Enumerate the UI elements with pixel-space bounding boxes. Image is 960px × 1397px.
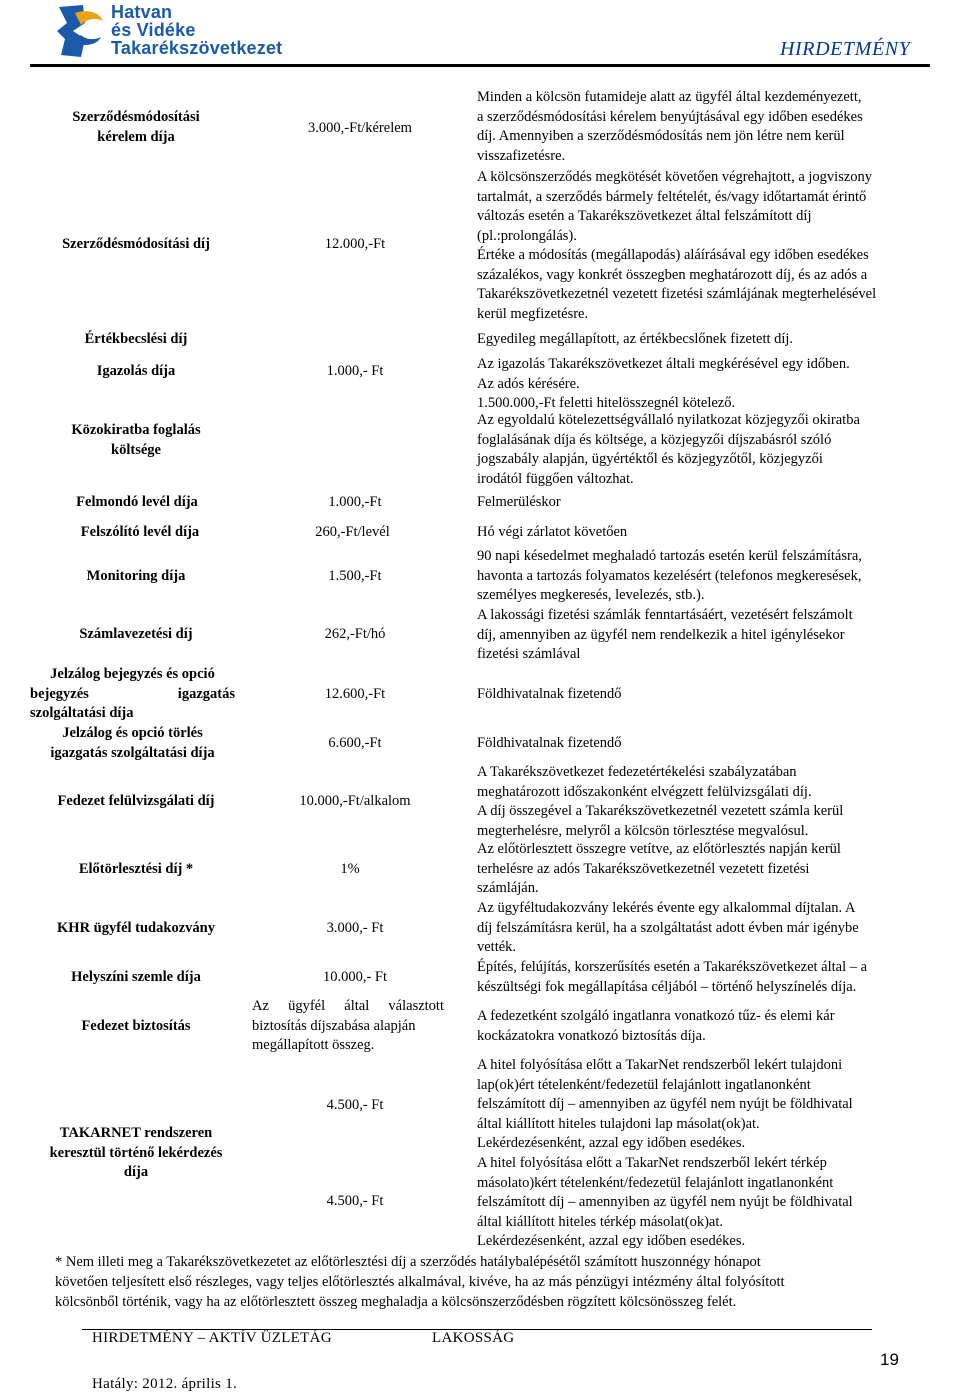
fee-value: 3.000,- Ft — [326, 920, 384, 936]
label-line: igazgatás szolgáltatási díja — [50, 744, 215, 761]
desc-line: számláján. — [477, 880, 539, 896]
fee-description — [477, 899, 933, 958]
fee-label — [30, 330, 242, 350]
value-line: biztosítás díjszabása alapján — [252, 1017, 416, 1034]
value-line: Az ügyfél által választott — [252, 998, 444, 1014]
desc-line: Lekérdezésenként, azzal egy időben esedékes. — [477, 1135, 746, 1151]
desc-line: A kölcsönszerződés megkötését követően végrehajtott, a jogviszony — [477, 169, 873, 185]
desc-line: visszafizetésre. — [477, 147, 566, 164]
label-line: szolgáltatási díja — [30, 705, 134, 721]
desc-line: Földhivatalnak fizetendő — [477, 735, 622, 751]
document-title: HIRDETMÉNY — [780, 38, 911, 60]
desc-line: fizetési számlával — [477, 646, 581, 662]
desc-line: Az előtörlesztett összegre vetítve, az előtörlesztés napján kerül — [477, 841, 841, 857]
fee-label — [30, 919, 242, 939]
fee-description — [477, 547, 933, 606]
fee-label — [30, 625, 242, 645]
fee-value: 4.500,- Ft — [326, 1193, 384, 1209]
fee-label — [30, 968, 242, 988]
desc-line: másolato)kért tételenként/fedezetül felajánlott ingatlanonként — [477, 1174, 834, 1191]
logo-line-2: és Vidéke — [111, 20, 196, 40]
fee-value: 1.500,-Ft — [328, 568, 382, 584]
desc-line: díj, amennyiben az ügyfél nem rendelkezik a hitel igénylésekor — [477, 626, 845, 643]
desc-line: Minden a kölcsön futamideje alatt az ügyfél által kezdeményezett, — [477, 89, 862, 105]
bird-logo-icon — [55, 3, 105, 59]
fee-description — [477, 958, 933, 997]
label-line: Szerződésmódosítási díj — [62, 236, 210, 252]
desc-line: kockázatokra vonatkozó biztosítás díja. — [477, 1027, 706, 1044]
desc-line: meghatározott időszakonként elvégzett felülvizsgálati díj. — [477, 783, 812, 800]
desc-line: Egyedileg megállapított, az értékbecslőnek fizetett díj. — [477, 331, 794, 347]
footnote-line: kölcsönből történik, vagy ha az előtörlesztett összeg meghaladja a kölcsönszerződésben rögzített kölcsönösszeg felét. — [55, 1294, 737, 1310]
desc-line: vették. — [477, 939, 517, 955]
desc-line: készültségi fok megállapítása céljából – történő helyszínelés díja. — [477, 978, 857, 995]
footnote — [55, 1252, 935, 1312]
fee-description — [477, 523, 933, 543]
label-line: Igazolás díja — [96, 363, 176, 379]
fee-value — [252, 997, 444, 1056]
desc-line: Az egyoldalú kötelezettségvállaló nyilatkozat közjegyzői okiratba — [477, 412, 860, 428]
label-line: Jelzálog és opció törlés — [62, 725, 203, 741]
fee-value: 12.000,-Ft — [324, 236, 386, 252]
desc-line: terhelésre az adós Takarékszövetkezetnél vezetett fizetési — [477, 860, 810, 877]
fee-value: 262,-Ft/hó — [324, 626, 386, 642]
header-divider — [30, 64, 930, 67]
desc-line: A hitel folyósítása előtt a TakarNet rendszerből lekért tulajdoni — [477, 1057, 843, 1073]
label-line: Előtörlesztési díj * — [78, 861, 194, 877]
desc-line: százalékos, vagy konkrét összegben meghatározott díj, és az adós a — [477, 266, 868, 283]
desc-line: A díj összegével a Takarékszövetkezetnél vezetett számla kerül — [477, 803, 844, 819]
effective-date: Hatály: 2012. április 1. — [92, 1376, 238, 1392]
desc-line: Értéke a módosítás (megállapodás) aláírásával egy időben esedékes — [477, 247, 869, 263]
fee-label — [30, 421, 242, 460]
label-line: keresztül történő lekérdezés — [49, 1144, 223, 1161]
label-line: Helyszíni szemle díja — [71, 969, 201, 985]
fee-label — [30, 1124, 242, 1183]
fee-label — [30, 724, 235, 763]
fee-description — [477, 88, 933, 166]
label-line: KHR ügyfél tudakozvány — [57, 920, 215, 936]
fee-description — [477, 1154, 933, 1252]
desc-line: A lakossági fizetési számlák fenntartásáért, vezetésért felszámolt — [477, 607, 853, 623]
desc-line: Az ügyféltudakozvány lekérés évente egy alkalommal díjtalan. A — [477, 900, 856, 916]
fee-label — [40, 523, 240, 543]
desc-line: Lekérdezésenként, azzal egy időben esedékes. — [477, 1233, 746, 1249]
label-line: kérelem díja — [97, 128, 175, 145]
logo-line-1: Hatvan — [111, 2, 173, 22]
label-line: díja — [123, 1164, 149, 1180]
label-line: Jelzálog bejegyzés és opció — [50, 666, 215, 682]
label-line: Értékbecslési díj — [84, 331, 188, 347]
footnote-line: * Nem illeti meg a Takarékszövetkezetet az előtörlesztési díj a szerződés hatálybalépésétől számított huszonnégy hónapot — [55, 1254, 761, 1270]
label-line: Számlavezetési díj — [79, 626, 193, 642]
fee-value: 10.000,-Ft/alkalom — [299, 793, 411, 809]
fee-value: 1.000,-Ft — [328, 494, 382, 510]
fee-label — [30, 362, 242, 382]
desc-line: Hó végi zárlatot követően — [477, 524, 628, 540]
footer-segment: LAKOSSÁG — [432, 1330, 515, 1346]
fee-label — [37, 493, 237, 513]
desc-line: irodától függően változhat. — [477, 470, 634, 487]
fee-description — [477, 1056, 933, 1154]
desc-line: lap(ok)ért tételenként/fedezetül felajánlott ingatlanonként — [477, 1076, 811, 1093]
fee-description — [477, 330, 933, 350]
desc-line: foglalásának díja és költsége, a közjegyzői díjszabásról szóló — [477, 431, 832, 448]
label-line: Szerződésmódosítási — [72, 109, 200, 125]
desc-line: (pl.:prolongálás). — [477, 227, 577, 244]
desc-line: A Takarékszövetkezet fedezetértékelési szabályzatában — [477, 764, 797, 780]
label-line: Monitoring díja — [86, 568, 186, 584]
desc-line: által kiállított hiteles térkép másolat(ok)at. — [477, 1213, 724, 1230]
label-line: bejegyzés igazgatás — [30, 685, 235, 702]
label-line: Közokiratba foglalás — [71, 422, 201, 438]
desc-line: kerül megfizetésre. — [477, 305, 589, 322]
desc-line: Az igazolás Takarékszövetkezet általi megkérésével egy időben. — [477, 356, 850, 372]
desc-line: Az adós kérésére. — [477, 375, 580, 392]
desc-line: Takarékszövetkezetnél vezetett fizetési számlájának megterhelésével — [477, 286, 877, 302]
page-number: 19 — [880, 1350, 899, 1369]
fee-description — [477, 411, 933, 489]
footnote-line: követően teljesített első részleges, vagy teljes előtörlesztés alkalmával, kivéve, ha az más pénzügyi intézmény által folyósított — [55, 1274, 785, 1290]
label-line: Felszólító levél díja — [80, 524, 200, 540]
fee-value: 3.000,-Ft/kérelem — [308, 120, 412, 136]
desc-line: 1.500.000,-Ft feletti hitelösszegnél kötelező. — [477, 395, 736, 411]
fee-description — [477, 606, 933, 665]
desc-line: személyes megkeresés, levelezés, stb.). — [477, 587, 705, 603]
label-line: Fedezet biztosítás — [81, 1018, 191, 1034]
fee-label — [30, 665, 235, 724]
desc-line: megterhelésre, melyről a kölcsön törlesztése megvalósul. — [477, 822, 809, 839]
fee-value: 1.000,- Ft — [326, 363, 384, 379]
label-line: Fedezet felülvizsgálati díj — [57, 793, 215, 809]
desc-line: Felmerüléskor — [477, 494, 561, 510]
fee-description — [477, 734, 933, 754]
label-line: költsége — [111, 441, 161, 458]
fee-label — [30, 235, 242, 255]
desc-line: 90 napi késedelmet meghaladó tartozás esetén kerül felszámításra, — [477, 548, 862, 564]
desc-line: havonta a tartozás folyamatos kezelésért (telefonos megkeresések, — [477, 567, 862, 584]
fee-description — [477, 763, 933, 841]
desc-line: által kiállított hiteles tulajdoni lap másolat(ok)at. — [477, 1115, 760, 1132]
fee-label — [30, 108, 242, 147]
fee-value: 12.600,-Ft — [324, 686, 386, 702]
desc-line: A fedezetként szolgáló ingatlanra vonatkozó tűz- és elemi kár — [477, 1008, 835, 1024]
desc-line: felszámított díj – amennyiben az ügyfél nem nyújt be földhivatal — [477, 1096, 853, 1112]
desc-line: Földhivatalnak fizetendő — [477, 686, 622, 702]
fee-label — [30, 567, 242, 587]
fee-description — [477, 355, 933, 414]
fee-description — [477, 168, 933, 324]
value-line: megállapított összeg. — [252, 1037, 375, 1053]
fee-value: 1% — [340, 861, 360, 877]
desc-line: A hitel folyósítása előtt a TakarNet rendszerből lekért térkép — [477, 1155, 827, 1171]
desc-line: felszámított díj – amennyiben az ügyfél nem nyújt be földhivatal — [477, 1194, 853, 1210]
bank-logo — [55, 3, 315, 59]
desc-line: tartalmát, a szerződés bármely feltételét, és/vagy időtartamát érintő — [477, 188, 867, 205]
fee-label — [30, 860, 242, 880]
fee-label — [30, 792, 242, 812]
desc-line: változás esetén a Takarékszövetkezet által felszámított díj — [477, 208, 812, 224]
fee-label — [30, 1017, 242, 1037]
desc-line: díj. Amennyiben a szerződésmódosítás nem jön létre nem kerül — [477, 128, 845, 144]
footer-document-name: HIRDETMÉNY – AKTÍV ÜZLETÁG — [92, 1330, 332, 1346]
desc-line: díj felszámításra kerül, ha a szolgáltatást adott évben már igénybe — [477, 919, 859, 936]
fee-value: 10.000,- Ft — [322, 969, 388, 985]
label-line: TAKARNET rendszeren — [59, 1125, 213, 1141]
label-line: Felmondó levél díja — [76, 494, 198, 510]
desc-line: a szerződésmódosítási kérelem benyújtásával egy időben esedékes — [477, 108, 863, 125]
desc-line: Építés, felújítás, korszerűsítés esetén a Takarékszövetkezet által – a — [477, 959, 868, 975]
fee-value: 6.600,-Ft — [328, 735, 382, 751]
fee-description — [477, 840, 933, 899]
fee-description — [477, 685, 933, 705]
fee-value: 260,-Ft/levél — [315, 524, 390, 540]
logo-line-3: Takarékszövetkezet — [111, 38, 283, 58]
fee-description — [477, 493, 933, 513]
fee-description — [477, 1007, 933, 1046]
fee-value: 4.500,- Ft — [326, 1097, 384, 1113]
desc-line: jogszabály alapján, ügyértéktől és közjegyzőtől, közjegyzői — [477, 451, 823, 467]
